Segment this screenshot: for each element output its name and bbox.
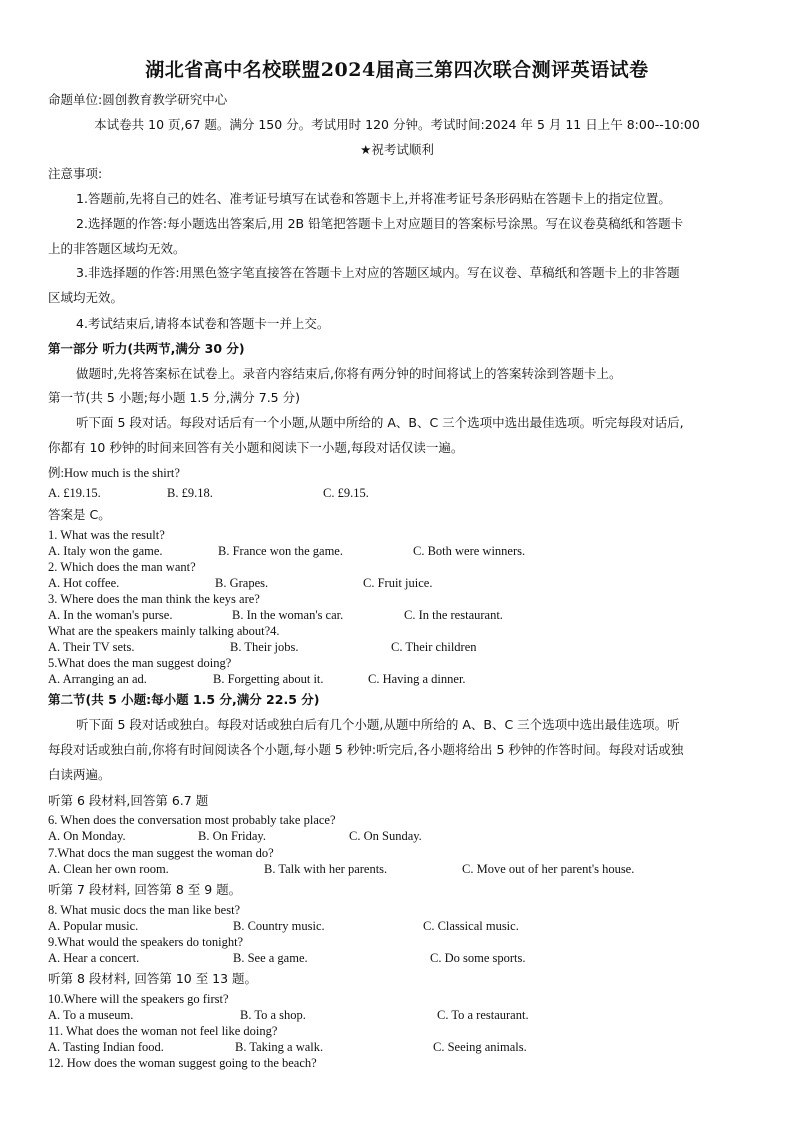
example-option-a: A. £19.15. bbox=[48, 486, 101, 500]
notice-item: 1.答题前,先将自己的姓名、准考证号填写在试卷和答题卡上,并将准考证号条形码贴在答题卡上的指定位置。 bbox=[76, 191, 671, 206]
group-lead-8: 听第 8 段材料, 回答第 10 至 13 题。 bbox=[48, 971, 258, 986]
exam-info: 本试卷共 10 页,67 题。满分 150 分。考试用时 120 分钟。考试时间:2024 年 5 月 11 日上午 8:00--10:00 bbox=[94, 117, 700, 132]
part1-intro: 做题时,先将答案标在试卷上。录音内容结束后,你将有两分钟的时间将试上的答案转涂到答题卡上。 bbox=[76, 366, 622, 381]
question-5: 5.What does the man suggest doing? bbox=[48, 656, 232, 670]
section2-instructions-cont: 每段对话或独白前,你将有时间阅读各个小题,每小题 5 秒钟:听完后,各小题将给出 5 秒钟的作答时间。每段对话或独 bbox=[48, 742, 684, 757]
group-lead-7: 听第 7 段材料, 回答第 8 至 9 题。 bbox=[48, 882, 242, 897]
notice-heading: 注意事项: bbox=[48, 166, 103, 181]
q11-option-b: B. Taking a walk. bbox=[235, 1040, 324, 1054]
section1-heading: 第一节(共 5 小题;每小题 1.5 分,满分 7.5 分) bbox=[48, 390, 300, 405]
question-1: 1. What was the result? bbox=[48, 528, 165, 542]
section2-instructions: 听下面 5 段对话或独白。每段对话或独白后有几个小题,从题中所给的 A、B、C 三个选项中选出最佳选项。听 bbox=[76, 717, 680, 732]
setter-unit: 命题单位:圆创教育教学研究中心 bbox=[48, 92, 228, 107]
question-7: 7.What docs the man suggest the woman do? bbox=[48, 846, 274, 860]
q1-option-c: C. Both were winners. bbox=[413, 544, 526, 558]
q7-option-b: B. Talk with her parents. bbox=[264, 862, 388, 876]
question-12: 12. How does the woman suggest going to the beach? bbox=[48, 1056, 317, 1070]
q5-option-a: A. Arranging an ad. bbox=[48, 672, 147, 686]
question-4: What are the speakers mainly talking about?4. bbox=[48, 624, 280, 638]
notice-item-cont: 上的非答题区域均无效。 bbox=[48, 241, 186, 256]
q1-option-a: A. Italy won the game. bbox=[48, 544, 163, 558]
q7-option-c: C. Move out of her parent's house. bbox=[462, 862, 635, 876]
notice-item: 3.非选择题的作答:用黑色签字笔直接答在答题卡上对应的答题区域内。写在议卷、草稿纸和答题卡上的非答题 bbox=[76, 265, 680, 280]
q9-option-b: B. See a game. bbox=[233, 951, 308, 965]
section2-instructions-end: 白读两遍。 bbox=[48, 767, 111, 782]
example-option-c: C. £9.15. bbox=[323, 486, 369, 500]
section1-instructions-cont: 你都有 10 秒钟的时间来回答有关小题和阅读下一小题,每段对话仅读一遍。 bbox=[48, 440, 464, 455]
q6-option-b: B. On Friday. bbox=[198, 829, 266, 843]
q11-option-a: A. Tasting Indian food. bbox=[48, 1040, 164, 1054]
q11-option-c: C. Seeing animals. bbox=[433, 1040, 527, 1054]
example-answer: 答案是 C。 bbox=[48, 507, 111, 522]
q5-option-b: B. Forgetting about it. bbox=[213, 672, 324, 686]
section1-instructions: 听下面 5 段对话。每段对话后有一个小题,从题中所给的 A、B、C 三个选项中选出最佳选项。听完每段对话后, bbox=[76, 415, 684, 430]
q2-option-a: A. Hot coffee. bbox=[48, 576, 120, 590]
q9-option-c: C. Do some sports. bbox=[430, 951, 526, 965]
q4-option-b: B. Their jobs. bbox=[230, 640, 299, 654]
q8-option-c: C. Classical music. bbox=[423, 919, 519, 933]
question-8: 8. What music docs the man like best? bbox=[48, 903, 241, 917]
part1-heading: 第一部分 听力(共两节,满分 30 分) bbox=[48, 341, 245, 356]
question-9: 9.What would the speakers do tonight? bbox=[48, 935, 244, 949]
notice-item: 4.考试结束后,请将本试卷和答题卡一并上交。 bbox=[76, 316, 330, 331]
q1-option-b: B. France won the game. bbox=[218, 544, 343, 558]
question-2: 2. Which does the man want? bbox=[48, 560, 196, 574]
example-option-b: B. £9.18. bbox=[167, 486, 213, 500]
example-question: 例:How much is the shirt? bbox=[48, 466, 180, 480]
question-11: 11. What does the woman not feel like doing? bbox=[48, 1024, 278, 1038]
q4-option-c: C. Their children bbox=[391, 640, 477, 654]
good-luck-line: ★祝考试顺利 bbox=[360, 142, 434, 157]
q2-option-b: B. Grapes. bbox=[215, 576, 269, 590]
q10-option-b: B. To a shop. bbox=[240, 1008, 306, 1022]
q5-option-c: C. Having a dinner. bbox=[368, 672, 466, 686]
q6-option-c: C. On Sunday. bbox=[349, 829, 422, 843]
q3-option-b: B. In the woman's car. bbox=[232, 608, 344, 622]
q7-option-a: A. Clean her own room. bbox=[48, 862, 169, 876]
section2-heading: 第二节(共 5 小题:每小题 1.5 分,满分 22.5 分) bbox=[48, 692, 320, 707]
question-3: 3. Where does the man think the keys are? bbox=[48, 592, 260, 606]
question-6: 6. When does the conversation most probably take place? bbox=[48, 813, 336, 827]
q3-option-a: A. In the woman's purse. bbox=[48, 608, 173, 622]
q6-option-a: A. On Monday. bbox=[48, 829, 126, 843]
question-10: 10.Where will the speakers go first? bbox=[48, 992, 229, 1006]
q4-option-a: A. Their TV sets. bbox=[48, 640, 135, 654]
group-lead-6: 听第 6 段材料,回答第 6.7 题 bbox=[48, 793, 209, 808]
q3-option-c: C. In the restaurant. bbox=[404, 608, 503, 622]
notice-item-cont: 区域均无效。 bbox=[48, 290, 124, 305]
q2-option-c: C. Fruit juice. bbox=[363, 576, 433, 590]
q8-option-a: A. Popular music. bbox=[48, 919, 139, 933]
q9-option-a: A. Hear a concert. bbox=[48, 951, 140, 965]
q8-option-b: B. Country music. bbox=[233, 919, 325, 933]
q10-option-a: A. To a museum. bbox=[48, 1008, 134, 1022]
q10-option-c: C. To a restaurant. bbox=[437, 1008, 529, 1022]
notice-item: 2.选择题的作答:每小题选出答案后,用 2B 铅笔把答题卡上对应题目的答案标号涂黑。写在议卷莫稿纸和答题卡 bbox=[76, 216, 684, 231]
exam-title: 湖北省高中名校联盟2024届高三第四次联合测评英语试卷 bbox=[145, 59, 649, 81]
